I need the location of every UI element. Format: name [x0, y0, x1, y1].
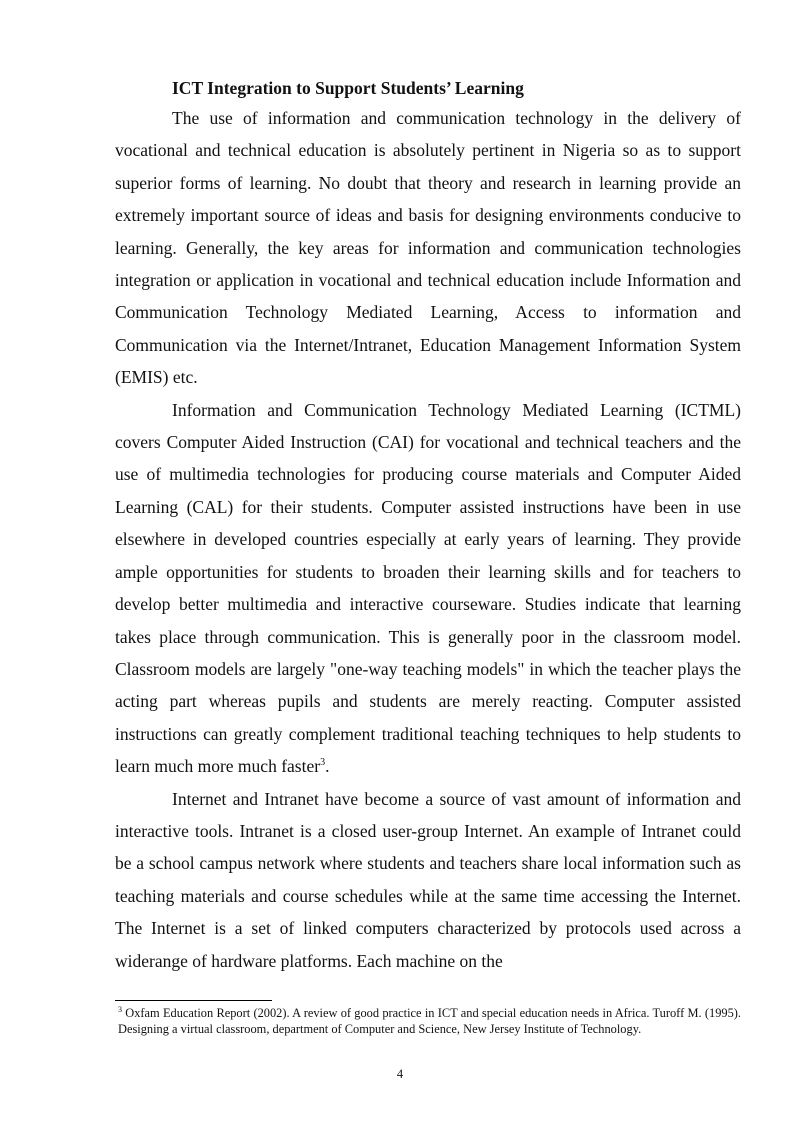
paragraph-3-text: Internet and Intranet have become a source of vast amount of information and interactive tools. Intranet is a closed user-group Internet. An example of Intranet could be a school campus network where students and teachers share local information such as teaching materials and course schedules while at the same time accessing the Internet. The Internet is a set of linked computers characterized by protocols used across a widerange of hardware platforms. Each machine on the — [115, 788, 741, 971]
paragraph-2-text: Information and Communication Technology Mediated Learning (ICTML) covers Computer Aided Instruction (CAI) for vocational and technical teachers and the use of multimedia technologies for producing course materials and Computer Aided Learning (CAL) for their students. Computer assisted instructions have been in use elsewhere in developed countries especially at early years of learning. They provide ample opportunities for students to broaden their learning skills and for teachers to develop better multimedia and interactive courseware. Studies indicate that learning takes place through communication. This is generally poor in the classroom model. Classroom models are largely "one-way teaching models" in which the teacher plays the acting part whereas pupils and students are merely reacting. Computer assisted instructions can greatly complement traditional teaching techniques to help students to learn much more much faster — [115, 399, 741, 777]
paragraph-3 — [115, 783, 741, 977]
footnote-marker: 3 — [118, 1004, 122, 1014]
paragraph-2-tail: . — [325, 756, 330, 777]
body-text — [115, 74, 741, 977]
footnote-reference[interactable]: 3 — [320, 757, 326, 769]
paragraph-2 — [115, 394, 741, 783]
paragraph-1-text: The use of information and communication technology in the delivery of vocational and technical education is absolutely pertinent in Nigeria so as to support superior forms of learning. No doubt that theory and research in learning provide an extremely important source of ideas and basis for designing environments conducive to learning. Generally, the key areas for information and communication technologies integration or application in vocational and technical education include Information and Communication Technology Mediated Learning, Access to information and Communication via the Internet/Intranet, Education Management Information System (EMIS) etc. — [115, 108, 741, 388]
footnote — [118, 1005, 741, 1037]
footnote-separator — [115, 1000, 272, 1001]
footnote-text: Oxfam Education Report (2002). A review of good practice in ICT and special education needs in Africa. Turoff M. (1995). Designing a virtual classroom, department of Computer and Science, New Jersey Institute of Technology. — [118, 1006, 741, 1037]
paragraph-1 — [115, 102, 741, 394]
section-heading: ICT Integration to Support Students’ Learning — [172, 78, 524, 98]
page-number: 4 — [396, 1067, 404, 1081]
